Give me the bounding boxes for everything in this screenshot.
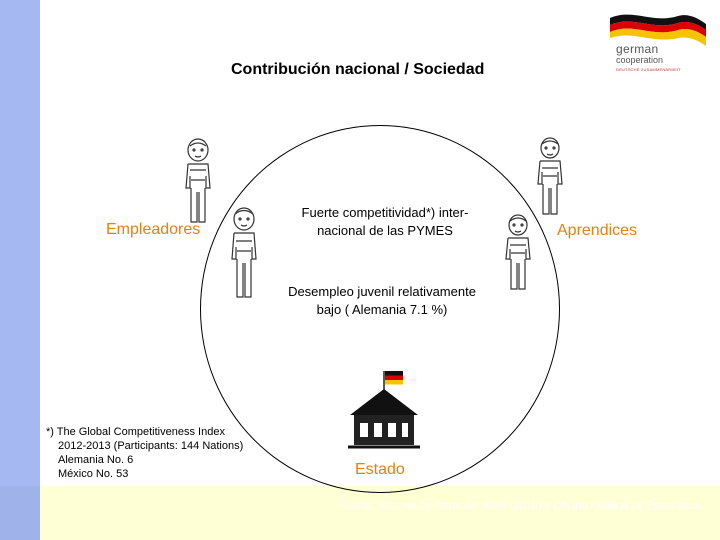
unemployment-line-2: bajo ( Alemania 7.1 %) (316, 302, 448, 317)
footnote (46, 425, 243, 481)
slide-title: Contribución nacional / Sociedad (231, 61, 485, 78)
footnote-line-4: México No. 53 (58, 468, 129, 480)
left-sidebar-band (0, 0, 40, 540)
unemployment-text (274, 283, 490, 319)
person-icon (176, 136, 220, 228)
person-icon (500, 213, 536, 295)
logo-word-german: german (616, 42, 659, 56)
label-estado: Estado (355, 461, 405, 478)
state-house-icon (340, 367, 424, 455)
person-icon (530, 136, 570, 220)
footer-band (0, 486, 720, 540)
label-empleadores: Empleadores (106, 221, 201, 238)
footer-band-corner (0, 486, 40, 540)
logo-word-zusammenarbeit: DEUTSCHE ZUSAMMENARBEIT (616, 67, 682, 72)
competitiveness-line-1: Fuerte competitividad*) inter- (301, 205, 469, 220)
flag-gold-stripe (385, 380, 403, 385)
flag-red-stripe (385, 376, 403, 381)
footnote-line-1: *) The Global Competitiveness Index (46, 426, 225, 438)
source-citation: Fuente: Informe de datos del BIBB (2015) y Oficina Federal de Estadística (338, 500, 700, 512)
footnote-line-3: Alemania No. 6 (58, 454, 134, 466)
competitiveness-line-2: nacional de las PYMES (317, 223, 453, 238)
person-icon (222, 205, 266, 303)
competitiveness-text (280, 204, 490, 240)
logo-word-cooperation: cooperation (616, 55, 664, 65)
label-aprendices: Aprendices (557, 222, 638, 239)
unemployment-line-1: Desempleo juvenil relativamente (288, 284, 476, 299)
flag-black-stripe (385, 371, 403, 376)
footnote-line-2: 2012-2013 (Participants: 144 Nations) (58, 440, 244, 452)
